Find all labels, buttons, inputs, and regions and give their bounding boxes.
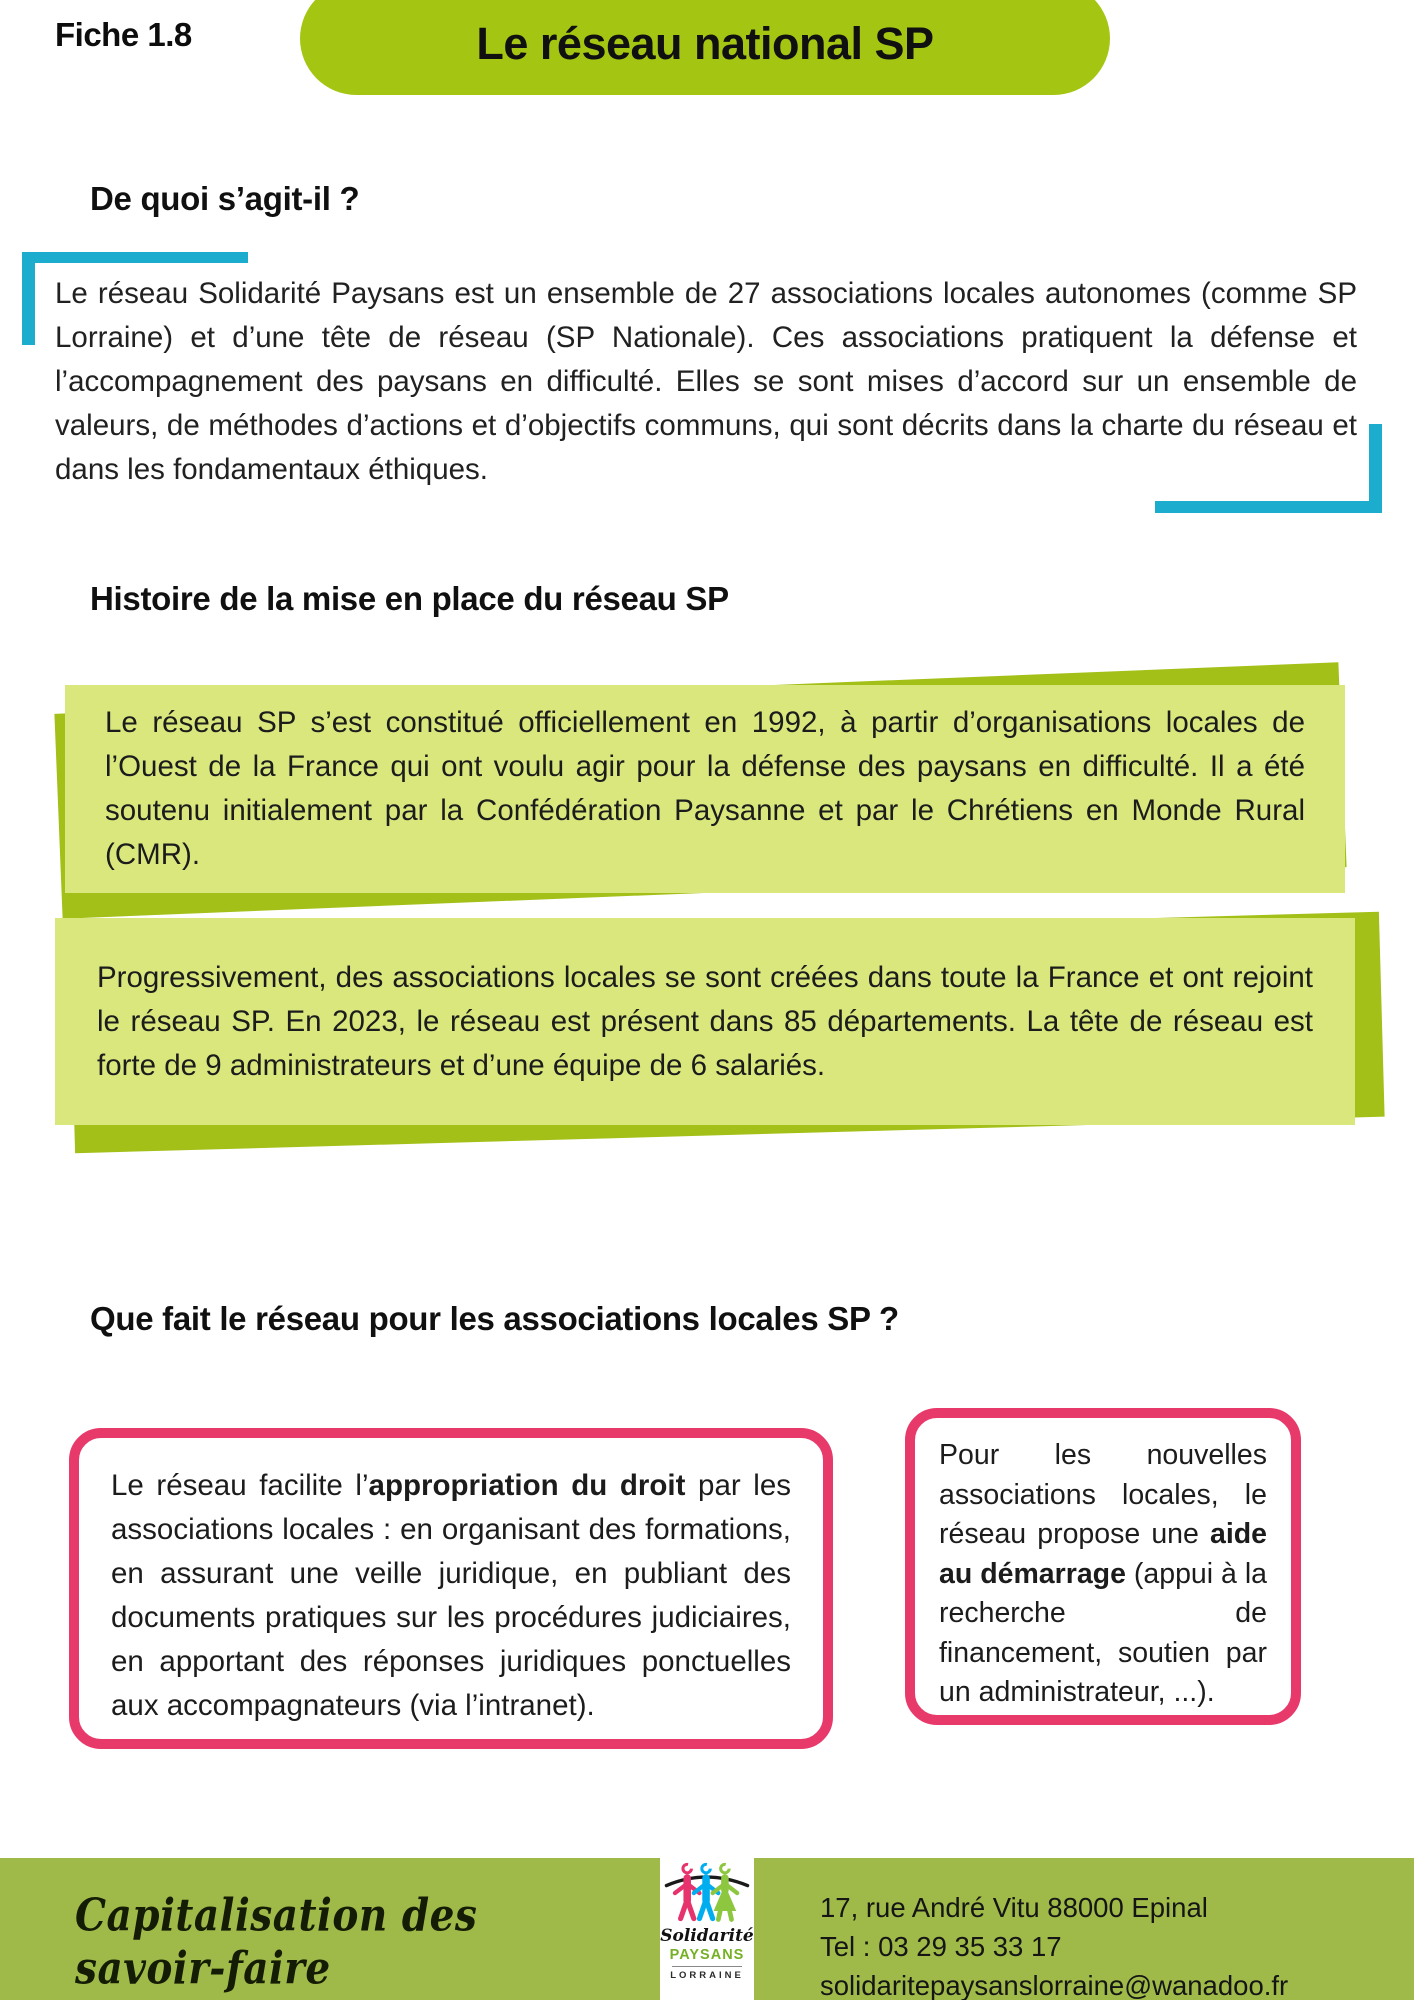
actions-box-right bbox=[905, 1408, 1301, 1725]
text-run: Pour les nouvelles associations locales, le réseau propose une bbox=[939, 1439, 1267, 1550]
section-heading-history: Histoire de la mise en place du réseau SP bbox=[90, 580, 729, 617]
head-pink bbox=[683, 1864, 691, 1872]
actions-box-left bbox=[69, 1428, 833, 1749]
logo-brand-script: Solidarité bbox=[660, 1926, 754, 1946]
logo-divider bbox=[672, 1966, 742, 1967]
history-box-1-text: Le réseau SP s’est constitué officiellement en 1992, à partir d’organisations locales de l’Ouest de la France qui ont voulu agir pour la défense des paysans en difficulté. Il a été soutenu initialement par la Confédération Paysanne et par le Chrétiens en Monde Rural (CMR). bbox=[105, 706, 1305, 871]
section-heading-actions: Que fait le réseau pour les associations locales SP ? bbox=[90, 1300, 899, 1337]
figure-pink bbox=[675, 1878, 700, 1919]
text-run-bold: aide au démarrage bbox=[939, 1518, 1267, 1590]
figure-green bbox=[713, 1878, 738, 1919]
title-banner bbox=[300, 0, 1110, 95]
logo-region: LORRAINE bbox=[670, 1970, 744, 1981]
email-line: solidaritepaysanslorraine@wanadoo.fr bbox=[820, 1970, 1289, 2000]
actions-box-left-text bbox=[111, 1464, 791, 1728]
fiche-number-label: Fiche 1.8 bbox=[55, 16, 192, 53]
text-run: (appui à la recherche de financement, soutien par un administrateur, ...). bbox=[939, 1557, 1267, 1708]
head-green bbox=[721, 1864, 729, 1872]
corner-bracket-bottom-right bbox=[1155, 424, 1382, 513]
actions-box-right-text bbox=[939, 1436, 1267, 1713]
text-run: Le réseau facilite l’ bbox=[111, 1469, 369, 1502]
footer-tagline: Capitalisation des savoir-faire bbox=[75, 1889, 478, 1995]
page-title: Le réseau national SP bbox=[476, 17, 934, 69]
history-box-2 bbox=[55, 918, 1355, 1125]
address-line: 17, rue André Vitu 88000 Epinal bbox=[820, 1892, 1208, 1923]
solidarite-paysans-logo bbox=[660, 1858, 754, 2000]
figure-cyan bbox=[694, 1878, 719, 1919]
intro-paragraph: Le réseau Solidarité Paysans est un ensemble de 27 associations locales autonomes (comme SP Lorraine) et d’une tête de réseau (SP Nationale). Ces associations pratiquent la défense et l’accompagnement des paysans en difficulté. Elles se sont mises d’accord sur un ensemble de valeurs, de méthodes d’actions et d’objectifs communs, qui sont décrits dans la charte du réseau et dans les fondamentaux éthiques. bbox=[55, 277, 1357, 486]
text-run: par les associations locales : en organisant des formations, en assurant une veille juridique, en publiant des documents pratiques sur les procédures judiciaires, en apportant des réponses juridiques ponctuelles aux accompagnateurs (via l’intranet). bbox=[111, 1469, 791, 1722]
footer-address-block bbox=[820, 1888, 1288, 2000]
section-heading-about: De quoi s’agit-il ? bbox=[90, 180, 360, 217]
head-cyan bbox=[702, 1864, 710, 1872]
history-box-1 bbox=[65, 685, 1345, 893]
history-box-2-text: Progressivement, des associations locales se sont créées dans toute la France et ont rejoint le réseau SP. En 2023, le réseau est présent dans 85 départements. La tête de réseau est forte de 9 administrateurs et d’une équipe de 6 salariés. bbox=[97, 960, 1313, 1082]
logo-brand-caps: PAYSANS bbox=[669, 1947, 745, 1963]
three-people-icon bbox=[662, 1862, 752, 1928]
text-run-bold: appropriation du droit bbox=[368, 1469, 686, 1502]
phone-line: Tel : 03 29 35 33 17 bbox=[820, 1931, 1062, 1962]
